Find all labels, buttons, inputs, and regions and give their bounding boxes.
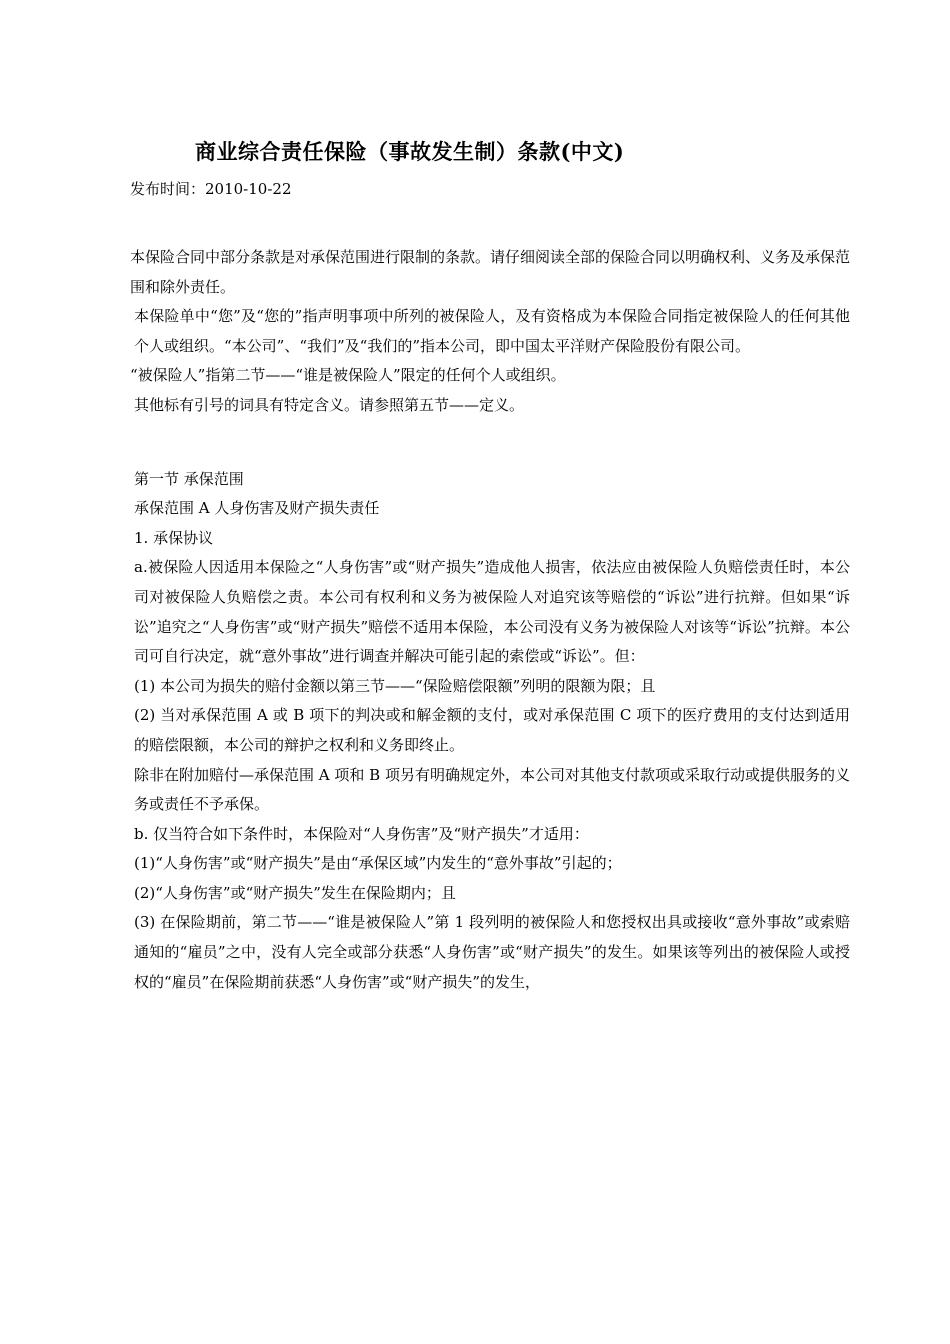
publish-date: 发布时间：2010-10-22 [130,180,292,198]
clause-paragraph: 除非在附加赔付—承保范围 A 项和 B 项另有明确规定外，本公司对其他支付款项或采取行动或提供服务的义务或责任不予承保。 [134,765,850,814]
intro-paragraph: 本保险单中“您”及“您的”指声明事项中所列的被保险人，及有资格成为本保险合同指定被保险人的任何其他个人或组织。“本公司”、“我们”及“我们的”指本公司，即中国太平洋财产保险股份有限公司。 [134,307,850,355]
clause-item: (3) 在保险期前，第二节——“谁是被保险人”第 1 段列明的被保险人和您授权出具或接收“意外事故”或索赔通知的“雇员”之中，没有人完全或部分获悉“人身伤害”或“财产损失”的发生。如果该等列出的被保险人或授权的“雇员”在保险期前获悉“人身伤害”或“财产损失”的发生， [134,913,850,991]
intro-paragraph: 其他标有引号的词具有特定含义。请参照第五节——定义。 [134,395,525,414]
coverage-heading: 承保范围 A 人身伤害及财产损失责任 [134,499,380,518]
document-title: 商业综合责任保险（事故发生制）条款(中文) [195,139,625,164]
clause-paragraph: b. 仅当符合如下条件时，本保险对“人身伤害”及“财产损失”才适用： [134,824,589,843]
clause-item: (1) 本公司为损失的赔付金额以第三节——“保险赔偿限额”列明的限额为限；且 [134,676,656,695]
clause-heading: 1. 承保协议 [134,528,214,547]
clause-item: (2)“人身伤害”或“财产损失”发生在保险期内；且 [134,883,456,902]
section-heading: 第一节 承保范围 [134,469,244,488]
clause-paragraph: a.被保险人因适用本保险之“人身伤害”或“财产损失”造成他人损害，依法应由被保险人负赔偿责任时，本公司对被保险人负赔偿之责。本公司有权利和义务为被保险人对追究该等赔偿的“诉讼”进行抗辩。但如果“诉讼”追究之“人身伤害”或“财产损失”赔偿不适用本保险，本公司没有义务为被保险人对该等“诉讼”抗辩。本公司可自行决定，就“意外事故”进行调查并解决可能引起的索偿或“诉讼”。但： [134,558,850,666]
clause-item: (2) 当对承保范围 A 或 B 项下的判决或和解金额的支付，或对承保范围 C 项下的医疗费用的支付达到适用的赔偿限额，本公司的辩护之权利和义务即终止。 [134,706,850,754]
document-body [130,243,850,997]
intro-paragraph: 本保险合同中部分条款是对承保范围进行限制的条款。请仔细阅读全部的保险合同以明确权利、义务及承保范围和除外责任。 [130,248,851,296]
intro-paragraph: “被保险人”指第二节——“谁是被保险人”限定的任何个人或组织。 [130,366,566,385]
spacer [130,421,850,465]
clause-item: (1)“人身伤害”或“财产损失”是由“承保区域”内发生的“意外事故”引起的； [134,854,622,873]
